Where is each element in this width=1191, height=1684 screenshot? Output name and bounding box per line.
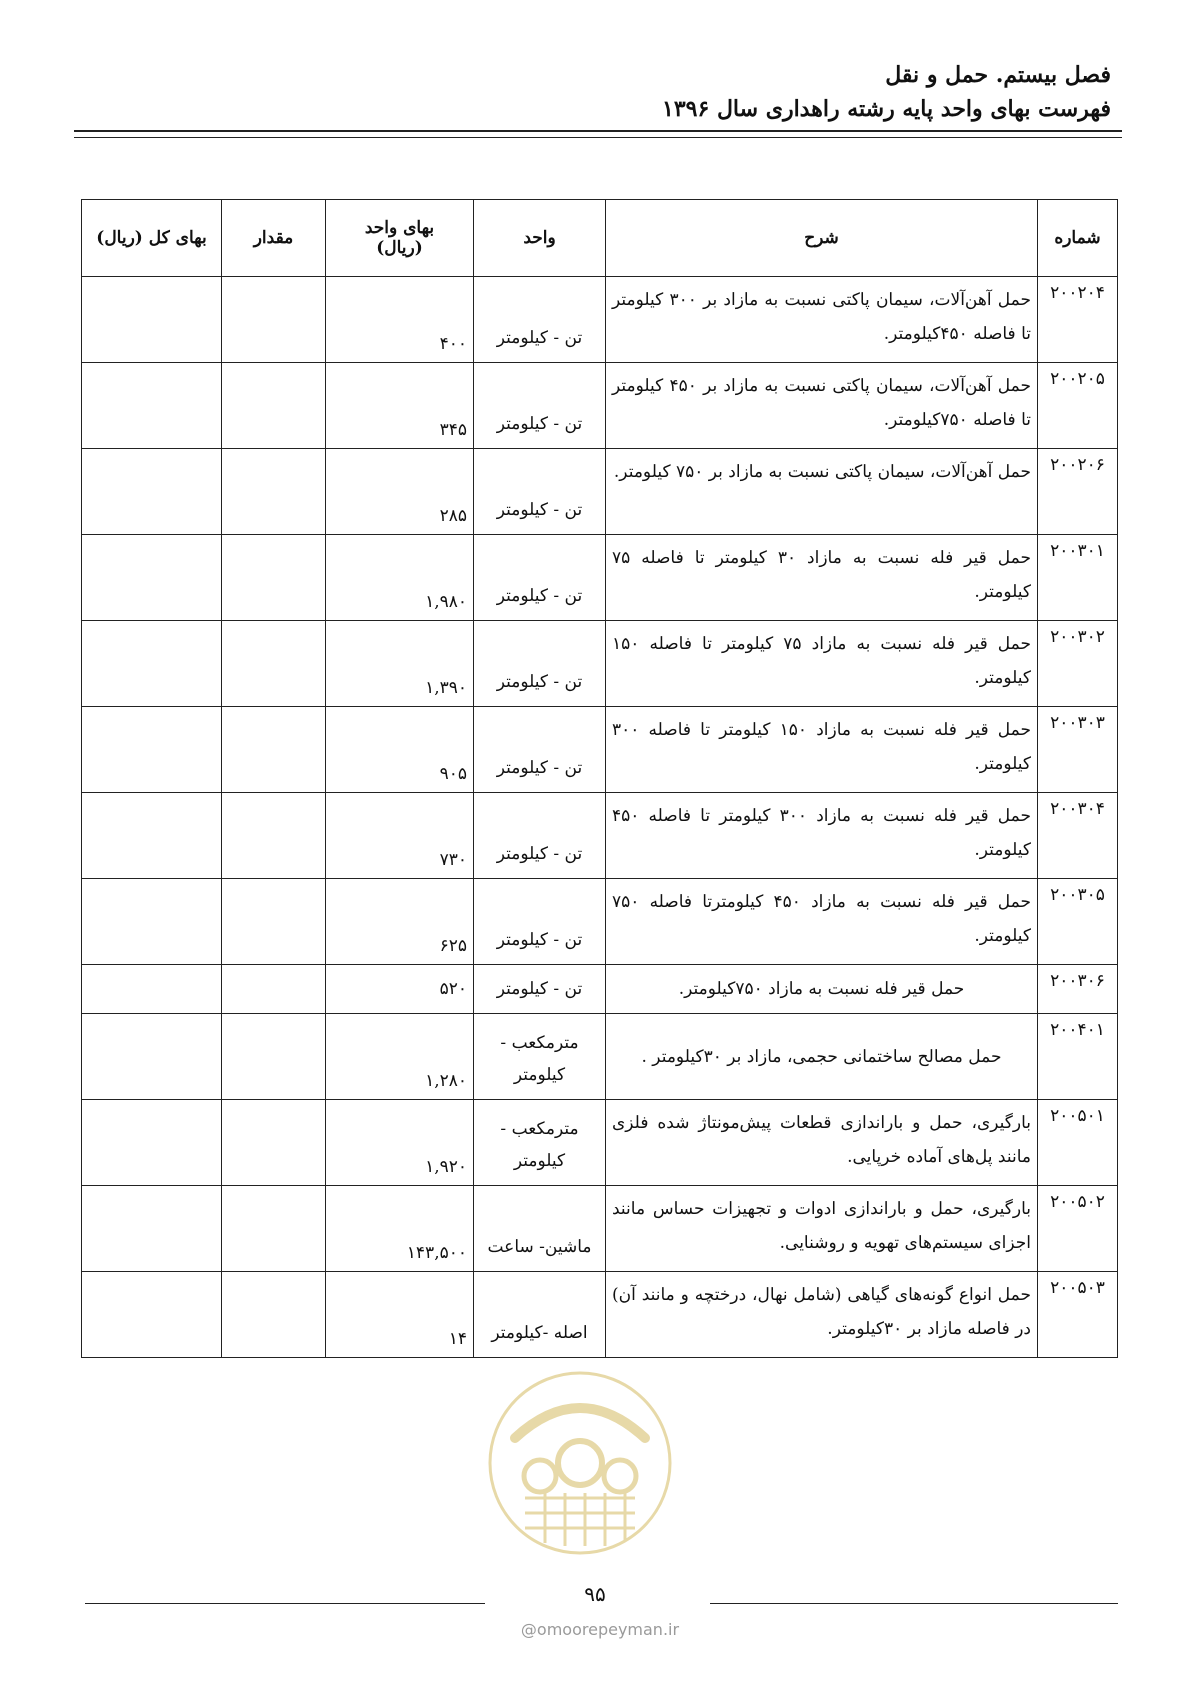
row-quantity: [222, 277, 326, 363]
row-total-price: [82, 879, 222, 965]
row-code: ۲۰۰۵۰۱: [1038, 1100, 1118, 1186]
table-row: [82, 793, 1118, 879]
table-row: [82, 707, 1118, 793]
footer-rule-right: [710, 1603, 1118, 1604]
row-description: حمل قیر فله نسبت به مازاد ۴۵۰ کیلومترتا فاصله ۷۵۰ کیلومتر.: [606, 879, 1038, 965]
row-description: بارگیری، حمل و باراندازی قطعات پیش‌مونتاژ شده فلزی مانند پل‌های آماده خرپایی.: [606, 1100, 1038, 1186]
chapter-title: فصل بیستم. حمل و نقل: [885, 62, 1111, 88]
row-unit-price: ۴۰۰: [326, 277, 474, 363]
row-unit: تن - کیلومتر: [474, 449, 606, 535]
row-unit: مترمکعب - کیلومتر: [474, 1100, 606, 1186]
row-description: حمل قیر فله نسبت به مازاد ۳۰۰ کیلومتر تا فاصله ۴۵۰ کیلومتر.: [606, 793, 1038, 879]
row-total-price: [82, 1186, 222, 1272]
row-quantity: [222, 449, 326, 535]
row-quantity: [222, 1186, 326, 1272]
row-unit-price: ۱,۹۸۰: [326, 535, 474, 621]
row-unit-price: ۹۰۵: [326, 707, 474, 793]
row-code: ۲۰۰۳۰۵: [1038, 879, 1118, 965]
header-divider: [74, 130, 1122, 138]
table-row: [82, 1014, 1118, 1100]
row-code: ۲۰۰۲۰۶: [1038, 449, 1118, 535]
row-code: ۲۰۰۴۰۱: [1038, 1014, 1118, 1100]
row-quantity: [222, 1014, 326, 1100]
row-quantity: [222, 965, 326, 1014]
row-description: حمل انواع گونه‌های گیاهی (شامل نهال، درختچه و مانند آن) در فاصله مازاد بر ۳۰کیلومتر.: [606, 1272, 1038, 1358]
row-unit-price: ۵۲۰: [326, 965, 474, 1014]
row-unit: تن - کیلومتر: [474, 793, 606, 879]
row-total-price: [82, 449, 222, 535]
footer-rule-left: [85, 1603, 485, 1604]
row-unit: تن - کیلومتر: [474, 621, 606, 707]
row-unit-price: ۲۸۵: [326, 449, 474, 535]
table-header-row: [82, 200, 1118, 277]
header-unit-price-currency: (ریال): [376, 238, 423, 258]
row-quantity: [222, 707, 326, 793]
header-unit-price: [326, 200, 474, 277]
page-header: [71, 58, 1111, 126]
table-row: [82, 879, 1118, 965]
row-quantity: [222, 879, 326, 965]
publisher-seal-watermark-icon: [485, 1368, 675, 1558]
row-code: ۲۰۰۵۰۳: [1038, 1272, 1118, 1358]
row-description: حمل آهن‌آلات، سیمان پاکتی نسبت به مازاد بر ۳۰۰ کیلومتر تا فاصله ۴۵۰کیلومتر.: [606, 277, 1038, 363]
header-unit-price-label: بهای واحد: [364, 218, 435, 238]
table-row: [82, 363, 1118, 449]
header-total-price: بهای کل (ریال): [82, 200, 222, 277]
row-description: حمل آهن‌آلات، سیمان پاکتی نسبت به مازاد بر ۷۵۰ کیلومتر.: [606, 449, 1038, 535]
price-list-table: [81, 199, 1118, 1358]
table-row: [82, 277, 1118, 363]
row-code: ۲۰۰۳۰۳: [1038, 707, 1118, 793]
table-row: [82, 1100, 1118, 1186]
row-unit-price: ۱,۳۹۰: [326, 621, 474, 707]
row-code: ۲۰۰۲۰۵: [1038, 363, 1118, 449]
row-unit: تن - کیلومتر: [474, 535, 606, 621]
row-unit-price: ۶۲۵: [326, 879, 474, 965]
row-unit: تن - کیلومتر: [474, 363, 606, 449]
row-description: حمل قیر فله نسبت به مازاد ۷۵ کیلومتر تا فاصله ۱۵۰ کیلومتر.: [606, 621, 1038, 707]
table-row: [82, 1272, 1118, 1358]
header-quantity: مقدار: [222, 200, 326, 277]
row-quantity: [222, 1100, 326, 1186]
row-unit: ماشین- ساعت: [474, 1186, 606, 1272]
row-unit-price: ۱۴: [326, 1272, 474, 1358]
header-code: شماره: [1038, 200, 1118, 277]
document-subtitle: فهرست بهای واحد پایه رشته راهداری سال ۱۳۹۶: [662, 96, 1111, 122]
row-code: ۲۰۰۳۰۲: [1038, 621, 1118, 707]
row-unit-price: ۱۴۳,۵۰۰: [326, 1186, 474, 1272]
row-unit: اصله -کیلومتر: [474, 1272, 606, 1358]
table-row: [82, 535, 1118, 621]
row-quantity: [222, 363, 326, 449]
header-unit: واحد: [474, 200, 606, 277]
table-row: [82, 1186, 1118, 1272]
row-total-price: [82, 793, 222, 879]
row-code: ۲۰۰۵۰۲: [1038, 1186, 1118, 1272]
row-unit-price: ۳۴۵: [326, 363, 474, 449]
table-row: [82, 449, 1118, 535]
row-total-price: [82, 1014, 222, 1100]
row-total-price: [82, 535, 222, 621]
row-unit: تن - کیلومتر: [474, 277, 606, 363]
row-code: ۲۰۰۲۰۴: [1038, 277, 1118, 363]
table-row: [82, 621, 1118, 707]
row-code: ۲۰۰۳۰۴: [1038, 793, 1118, 879]
row-quantity: [222, 793, 326, 879]
row-unit-price: ۷۳۰: [326, 793, 474, 879]
row-total-price: [82, 965, 222, 1014]
row-unit-price: ۱,۲۸۰: [326, 1014, 474, 1100]
row-total-price: [82, 1272, 222, 1358]
row-description: حمل قیر فله نسبت به مازاد ۷۵۰کیلومتر.: [606, 965, 1038, 1014]
row-quantity: [222, 621, 326, 707]
row-code: ۲۰۰۳۰۶: [1038, 965, 1118, 1014]
row-description: بارگیری، حمل و باراندازی ادوات و تجهیزات حساس مانند اجزای سیستم‌های تهویه و روشنایی.: [606, 1186, 1038, 1272]
row-total-price: [82, 277, 222, 363]
row-total-price: [82, 621, 222, 707]
table-row: [82, 965, 1118, 1014]
page-number: ۹۵: [584, 1582, 606, 1606]
row-unit: تن - کیلومتر: [474, 965, 606, 1014]
row-unit: مترمکعب - کیلومتر: [474, 1014, 606, 1100]
row-code: ۲۰۰۳۰۱: [1038, 535, 1118, 621]
row-total-price: [82, 707, 222, 793]
row-unit: تن - کیلومتر: [474, 707, 606, 793]
row-quantity: [222, 1272, 326, 1358]
row-quantity: [222, 535, 326, 621]
site-watermark: @omoorepeyman.ir: [520, 1620, 680, 1639]
row-description: حمل مصالح ساختمانی حجمی، مازاد بر ۳۰کیلومتر .: [606, 1014, 1038, 1100]
row-unit-price: ۱,۹۲۰: [326, 1100, 474, 1186]
header-description: شرح: [606, 200, 1038, 277]
row-description: حمل قیر فله نسبت به مازاد ۱۵۰ کیلومتر تا فاصله ۳۰۰ کیلومتر.: [606, 707, 1038, 793]
row-description: حمل قیر فله نسبت به مازاد ۳۰ کیلومتر تا فاصله ۷۵ کیلومتر.: [606, 535, 1038, 621]
row-description: حمل آهن‌آلات، سیمان پاکتی نسبت به مازاد بر ۴۵۰ کیلومتر تا فاصله ۷۵۰کیلومتر.: [606, 363, 1038, 449]
row-total-price: [82, 1100, 222, 1186]
row-total-price: [82, 363, 222, 449]
row-unit: تن - کیلومتر: [474, 879, 606, 965]
